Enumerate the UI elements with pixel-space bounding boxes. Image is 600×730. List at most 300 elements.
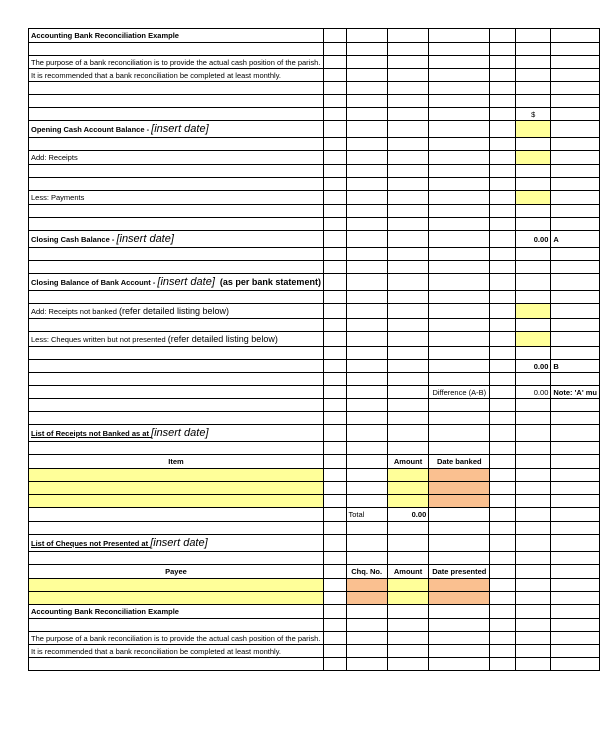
cell[interactable]	[490, 291, 516, 304]
opening-balance-label[interactable]	[29, 121, 324, 138]
cell[interactable]	[490, 231, 516, 248]
cell[interactable]	[346, 138, 387, 151]
cheques-header-date-presented[interactable]	[429, 565, 490, 579]
note-cell[interactable]	[551, 386, 600, 399]
cell[interactable]	[516, 399, 551, 412]
cell[interactable]	[387, 29, 428, 43]
cell[interactable]	[516, 138, 551, 151]
cell[interactable]	[387, 605, 428, 619]
cell[interactable]	[429, 218, 490, 231]
cell[interactable]	[516, 552, 551, 565]
receipt-amount-input[interactable]	[387, 469, 428, 482]
cell[interactable]	[516, 205, 551, 218]
not-banked-input[interactable]	[516, 304, 551, 319]
cell[interactable]	[387, 412, 428, 425]
cell[interactable]	[323, 592, 346, 605]
cell[interactable]	[516, 425, 551, 442]
cell[interactable]	[346, 658, 387, 671]
cell[interactable]	[490, 552, 516, 565]
cell[interactable]	[490, 304, 516, 319]
cell[interactable]	[516, 165, 551, 178]
cheque-date-input[interactable]	[429, 579, 490, 592]
marker-a[interactable]	[551, 231, 600, 248]
cell[interactable]	[323, 69, 346, 82]
cell[interactable]	[516, 455, 551, 469]
cell[interactable]	[429, 645, 490, 658]
cell[interactable]	[346, 82, 387, 95]
cell[interactable]	[323, 56, 346, 69]
cell[interactable]	[346, 455, 387, 469]
cell[interactable]	[551, 218, 600, 231]
cell[interactable]	[429, 347, 490, 360]
cell[interactable]	[516, 274, 551, 291]
cell[interactable]	[551, 373, 600, 386]
cell[interactable]	[516, 29, 551, 43]
cell[interactable]	[429, 138, 490, 151]
cell[interactable]	[387, 373, 428, 386]
cell[interactable]	[346, 319, 387, 332]
cheque-date-input[interactable]	[429, 592, 490, 605]
cell[interactable]	[516, 579, 551, 592]
cell[interactable]	[346, 178, 387, 191]
cell[interactable]	[387, 43, 428, 56]
cell[interactable]	[29, 360, 324, 373]
cell[interactable]	[387, 191, 428, 205]
add-not-banked-label[interactable]	[29, 304, 324, 319]
cell[interactable]	[323, 632, 346, 645]
closing-cash-value[interactable]	[516, 231, 551, 248]
cell[interactable]	[429, 43, 490, 56]
cell[interactable]	[323, 552, 346, 565]
cell[interactable]	[323, 469, 346, 482]
cheques-header-amount[interactable]	[387, 565, 428, 579]
cell[interactable]	[29, 508, 324, 522]
cell[interactable]	[387, 108, 428, 121]
cell[interactable]	[323, 231, 346, 248]
cell[interactable]	[490, 386, 516, 399]
cell[interactable]	[29, 43, 324, 56]
cheque-amount-input[interactable]	[387, 592, 428, 605]
cell[interactable]	[429, 399, 490, 412]
cell[interactable]	[516, 178, 551, 191]
cell[interactable]	[490, 332, 516, 347]
cell[interactable]	[29, 138, 324, 151]
cell[interactable]	[387, 425, 428, 442]
cell[interactable]	[551, 619, 600, 632]
cell[interactable]	[346, 95, 387, 108]
cell[interactable]	[323, 455, 346, 469]
purpose-line-1-repeat[interactable]	[29, 632, 324, 645]
cell[interactable]	[490, 645, 516, 658]
cell[interactable]	[29, 373, 324, 386]
cell[interactable]	[346, 495, 387, 508]
cell[interactable]	[346, 469, 387, 482]
cell[interactable]	[551, 508, 600, 522]
less-payments-label[interactable]	[29, 191, 324, 205]
cell[interactable]	[323, 95, 346, 108]
cell[interactable]	[346, 412, 387, 425]
cell[interactable]	[490, 619, 516, 632]
cell[interactable]	[387, 632, 428, 645]
cell[interactable]	[551, 178, 600, 191]
cell[interactable]	[551, 248, 600, 261]
cell[interactable]	[516, 522, 551, 535]
cell[interactable]	[323, 332, 346, 347]
sheet-title[interactable]	[29, 29, 324, 43]
cell[interactable]	[346, 482, 387, 495]
receipt-date-input[interactable]	[429, 469, 490, 482]
cell[interactable]	[346, 399, 387, 412]
cell[interactable]	[323, 645, 346, 658]
cell[interactable]	[551, 82, 600, 95]
cell[interactable]	[323, 108, 346, 121]
receipt-amount-input[interactable]	[387, 495, 428, 508]
cell[interactable]	[490, 565, 516, 579]
cell[interactable]	[551, 43, 600, 56]
cell[interactable]	[346, 231, 387, 248]
difference-value[interactable]	[516, 386, 551, 399]
cell[interactable]	[429, 605, 490, 619]
cell[interactable]	[387, 552, 428, 565]
cell[interactable]	[551, 205, 600, 218]
cell[interactable]	[516, 469, 551, 482]
cell[interactable]	[490, 151, 516, 165]
cell[interactable]	[551, 56, 600, 69]
closing-bank-value[interactable]	[516, 360, 551, 373]
receipts-input[interactable]	[516, 151, 551, 165]
closing-bank-label[interactable]	[29, 274, 324, 291]
cell[interactable]	[29, 399, 324, 412]
cell[interactable]	[323, 442, 346, 455]
cell[interactable]	[429, 412, 490, 425]
cell[interactable]	[490, 165, 516, 178]
cell[interactable]	[323, 165, 346, 178]
cell[interactable]	[429, 373, 490, 386]
cell[interactable]	[429, 82, 490, 95]
cell[interactable]	[29, 347, 324, 360]
cell[interactable]	[490, 373, 516, 386]
cell[interactable]	[387, 69, 428, 82]
cell[interactable]	[490, 218, 516, 231]
cell[interactable]	[551, 579, 600, 592]
cell[interactable]	[490, 121, 516, 138]
cell[interactable]	[346, 332, 387, 347]
cell[interactable]	[323, 218, 346, 231]
cell[interactable]	[490, 274, 516, 291]
cell[interactable]	[323, 579, 346, 592]
cell[interactable]	[323, 482, 346, 495]
cell[interactable]	[387, 658, 428, 671]
cell[interactable]	[29, 442, 324, 455]
cell[interactable]	[429, 231, 490, 248]
cell[interactable]	[490, 360, 516, 373]
cell[interactable]	[387, 165, 428, 178]
cell[interactable]	[387, 95, 428, 108]
cell[interactable]	[551, 332, 600, 347]
sheet-title-repeat[interactable]	[29, 605, 324, 619]
cell[interactable]	[490, 319, 516, 332]
cell[interactable]	[429, 619, 490, 632]
cell[interactable]	[346, 151, 387, 165]
cheques-header-payee[interactable]	[29, 565, 324, 579]
cell[interactable]	[490, 522, 516, 535]
cheque-payee-input[interactable]	[29, 592, 324, 605]
cell[interactable]	[516, 592, 551, 605]
cheque-payee-input[interactable]	[29, 579, 324, 592]
cell[interactable]	[551, 151, 600, 165]
cheque-number-input[interactable]	[346, 579, 387, 592]
cell[interactable]	[551, 319, 600, 332]
cell[interactable]	[387, 248, 428, 261]
cell[interactable]	[551, 455, 600, 469]
cell[interactable]	[516, 218, 551, 231]
cell[interactable]	[429, 425, 490, 442]
cell[interactable]	[346, 425, 387, 442]
cell[interactable]	[516, 482, 551, 495]
cell[interactable]	[490, 178, 516, 191]
cell[interactable]	[516, 412, 551, 425]
cell[interactable]	[323, 205, 346, 218]
cell[interactable]	[346, 347, 387, 360]
cell[interactable]	[429, 319, 490, 332]
cell[interactable]	[323, 535, 346, 552]
cell[interactable]	[516, 261, 551, 274]
cheques-list-title[interactable]	[29, 535, 324, 552]
cell[interactable]	[490, 43, 516, 56]
cell[interactable]	[490, 205, 516, 218]
cell[interactable]	[346, 605, 387, 619]
add-receipts-label[interactable]	[29, 151, 324, 165]
cell[interactable]	[551, 495, 600, 508]
cell[interactable]	[346, 619, 387, 632]
cell[interactable]	[346, 56, 387, 69]
cell[interactable]	[551, 605, 600, 619]
cell[interactable]	[516, 95, 551, 108]
cell[interactable]	[551, 632, 600, 645]
cell[interactable]	[429, 95, 490, 108]
cell[interactable]	[429, 360, 490, 373]
cell[interactable]	[516, 535, 551, 552]
cell[interactable]	[516, 508, 551, 522]
cell[interactable]	[490, 592, 516, 605]
cell[interactable]	[551, 658, 600, 671]
cell[interactable]	[346, 442, 387, 455]
purpose-line-2[interactable]	[29, 69, 324, 82]
cell[interactable]	[490, 261, 516, 274]
cheques-header-chq-no[interactable]	[346, 565, 387, 579]
cell[interactable]	[551, 261, 600, 274]
cell[interactable]	[323, 565, 346, 579]
cell[interactable]	[429, 248, 490, 261]
cell[interactable]	[346, 29, 387, 43]
cell[interactable]	[346, 218, 387, 231]
cell[interactable]	[429, 29, 490, 43]
cell[interactable]	[516, 658, 551, 671]
cell[interactable]	[429, 522, 490, 535]
cell[interactable]	[490, 56, 516, 69]
cell[interactable]	[551, 469, 600, 482]
cell[interactable]	[490, 605, 516, 619]
cell[interactable]	[429, 658, 490, 671]
cell[interactable]	[490, 579, 516, 592]
closing-cash-label[interactable]	[29, 231, 324, 248]
cell[interactable]	[429, 151, 490, 165]
cell[interactable]	[490, 138, 516, 151]
cell[interactable]	[429, 535, 490, 552]
cell[interactable]	[516, 291, 551, 304]
cell[interactable]	[323, 522, 346, 535]
cheques-input[interactable]	[516, 332, 551, 347]
cell[interactable]	[323, 121, 346, 138]
total-value[interactable]	[387, 508, 428, 522]
cell[interactable]	[551, 29, 600, 43]
cell[interactable]	[346, 645, 387, 658]
cell[interactable]	[323, 82, 346, 95]
cell[interactable]	[323, 319, 346, 332]
cell[interactable]	[29, 658, 324, 671]
cell[interactable]	[323, 274, 346, 291]
cell[interactable]	[551, 274, 600, 291]
cell[interactable]	[346, 69, 387, 82]
cell[interactable]	[29, 95, 324, 108]
cell[interactable]	[29, 205, 324, 218]
cell[interactable]	[387, 138, 428, 151]
receipts-header-date-banked[interactable]	[429, 455, 490, 469]
cell[interactable]	[429, 442, 490, 455]
cell[interactable]	[323, 261, 346, 274]
receipts-list-title[interactable]	[29, 425, 324, 442]
cell[interactable]	[387, 386, 428, 399]
cell[interactable]	[551, 482, 600, 495]
cell[interactable]	[490, 412, 516, 425]
cell[interactable]	[516, 632, 551, 645]
cell[interactable]	[551, 412, 600, 425]
cell[interactable]	[490, 425, 516, 442]
cell[interactable]	[387, 56, 428, 69]
cell[interactable]	[490, 29, 516, 43]
cell[interactable]	[490, 108, 516, 121]
less-cheques-label[interactable]	[29, 332, 324, 347]
cell[interactable]	[387, 291, 428, 304]
cell[interactable]	[323, 425, 346, 442]
cell[interactable]	[29, 248, 324, 261]
cell[interactable]	[429, 552, 490, 565]
cell[interactable]	[346, 386, 387, 399]
cell[interactable]	[346, 373, 387, 386]
cell[interactable]	[29, 108, 324, 121]
cell[interactable]	[429, 261, 490, 274]
cell[interactable]	[516, 248, 551, 261]
cell[interactable]	[387, 399, 428, 412]
cell[interactable]	[516, 645, 551, 658]
purpose-line-2-repeat[interactable]	[29, 645, 324, 658]
cell[interactable]	[516, 565, 551, 579]
cell[interactable]	[551, 121, 600, 138]
cell[interactable]	[346, 108, 387, 121]
cell[interactable]	[387, 304, 428, 319]
cell[interactable]	[551, 522, 600, 535]
cell[interactable]	[29, 522, 324, 535]
cell[interactable]	[490, 191, 516, 205]
cell[interactable]	[490, 399, 516, 412]
receipts-header-item[interactable]	[29, 455, 324, 469]
cell[interactable]	[323, 291, 346, 304]
cell[interactable]	[516, 605, 551, 619]
cell[interactable]	[551, 69, 600, 82]
cell[interactable]	[490, 495, 516, 508]
cell[interactable]	[490, 95, 516, 108]
cell[interactable]	[323, 658, 346, 671]
cell[interactable]	[346, 165, 387, 178]
receipt-item-input[interactable]	[29, 469, 324, 482]
cell[interactable]	[29, 82, 324, 95]
cell[interactable]	[551, 191, 600, 205]
cell[interactable]	[387, 619, 428, 632]
cell[interactable]	[490, 632, 516, 645]
cell[interactable]	[323, 151, 346, 165]
cell[interactable]	[429, 191, 490, 205]
cell[interactable]	[490, 508, 516, 522]
cell[interactable]	[323, 138, 346, 151]
cell[interactable]	[516, 43, 551, 56]
cell[interactable]	[387, 319, 428, 332]
cell[interactable]	[490, 248, 516, 261]
cell[interactable]	[490, 442, 516, 455]
cell[interactable]	[551, 442, 600, 455]
opening-balance-input[interactable]	[516, 121, 551, 138]
cell[interactable]	[516, 619, 551, 632]
cell[interactable]	[551, 592, 600, 605]
receipt-date-input[interactable]	[429, 495, 490, 508]
cell[interactable]	[387, 261, 428, 274]
cell[interactable]	[346, 552, 387, 565]
cell[interactable]	[29, 552, 324, 565]
cell[interactable]	[323, 191, 346, 205]
cell[interactable]	[551, 291, 600, 304]
cell[interactable]	[29, 386, 324, 399]
cell[interactable]	[346, 274, 387, 291]
cell[interactable]	[387, 231, 428, 248]
cell[interactable]	[551, 535, 600, 552]
cell[interactable]	[346, 248, 387, 261]
cell[interactable]	[346, 522, 387, 535]
cell[interactable]	[387, 205, 428, 218]
cell[interactable]	[387, 151, 428, 165]
difference-label[interactable]	[429, 386, 490, 399]
cell[interactable]	[29, 291, 324, 304]
cell[interactable]	[346, 304, 387, 319]
cell[interactable]	[429, 69, 490, 82]
cell[interactable]	[346, 632, 387, 645]
cell[interactable]	[323, 373, 346, 386]
payments-input[interactable]	[516, 191, 551, 205]
cell[interactable]	[323, 360, 346, 373]
cell[interactable]	[387, 535, 428, 552]
cell[interactable]	[29, 619, 324, 632]
cell[interactable]	[429, 332, 490, 347]
cell[interactable]	[490, 469, 516, 482]
cell[interactable]	[516, 373, 551, 386]
cell[interactable]	[429, 121, 490, 138]
cell[interactable]	[429, 274, 490, 291]
cell[interactable]	[429, 304, 490, 319]
cell[interactable]	[387, 522, 428, 535]
cell[interactable]	[516, 347, 551, 360]
cell[interactable]	[551, 425, 600, 442]
cell[interactable]	[516, 319, 551, 332]
cell[interactable]	[323, 347, 346, 360]
cell[interactable]	[323, 412, 346, 425]
